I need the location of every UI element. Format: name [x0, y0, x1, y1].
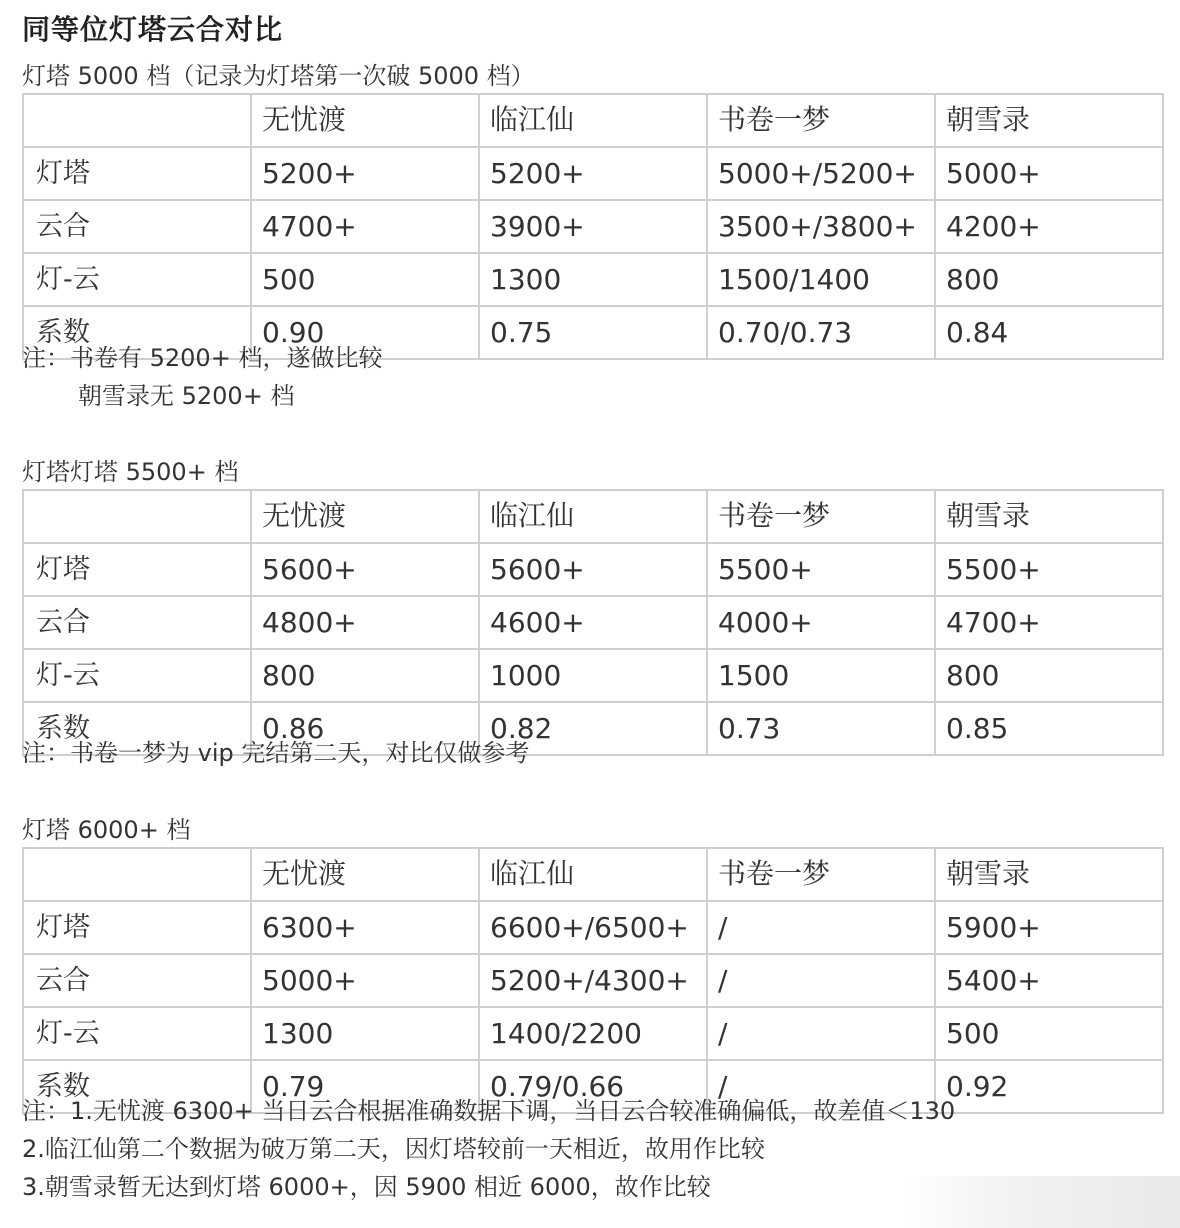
table-cell: 0.70/0.73	[707, 306, 935, 359]
table-cell: 4700+	[251, 200, 479, 253]
table-header-row	[23, 490, 1163, 543]
table-row	[23, 543, 1163, 596]
table-5500	[22, 489, 1164, 756]
table-cell: 3900+	[479, 200, 707, 253]
header-cell: 无忧渡	[251, 490, 479, 543]
table-cell: 5200+/4300+	[479, 954, 707, 1007]
table-cell: 0.75	[479, 306, 707, 359]
note: 注：书卷有 5200+ 档，遂做比较	[22, 344, 383, 372]
table-cell: 1400/2200	[479, 1007, 707, 1060]
header-cell: 无忧渡	[251, 848, 479, 901]
table-cell: 0.73	[707, 702, 935, 755]
header-cell: 朝雪录	[935, 848, 1163, 901]
table-cell: 4800+	[251, 596, 479, 649]
table-row	[23, 649, 1163, 702]
table-cell: 0.92	[935, 1060, 1163, 1113]
row-label: 云合	[23, 200, 251, 253]
table-cell: 6300+	[251, 901, 479, 954]
table-cell: 5200+	[479, 147, 707, 200]
note: 注：书卷一梦为 vip 完结第二天，对比仅做参考	[22, 739, 530, 767]
table-cell: 800	[935, 649, 1163, 702]
row-label: 灯-云	[23, 649, 251, 702]
note: 2.临江仙第二个数据为破万第二天，因灯塔较前一天相近，故用作比较	[22, 1135, 765, 1163]
table-cell: 5000+	[935, 147, 1163, 200]
table-cell: 3500+/3800+	[707, 200, 935, 253]
header-cell: 书卷一梦	[707, 490, 935, 543]
table-cell: 5000+	[251, 954, 479, 1007]
table-cell: 800	[935, 253, 1163, 306]
table-cell: 6600+/6500+	[479, 901, 707, 954]
header-cell-empty	[23, 848, 251, 901]
table-cell: 0.90	[251, 306, 479, 359]
row-label: 灯塔	[23, 901, 251, 954]
note: 3.朝雪录暂无达到灯塔 6000+，因 5900 相近 6000，故作比较	[22, 1173, 711, 1201]
table-cell: /	[707, 901, 935, 954]
table-cell: /	[707, 1060, 935, 1113]
table-cell: 0.79	[251, 1060, 479, 1113]
header-cell: 临江仙	[479, 848, 707, 901]
header-cell-empty	[23, 94, 251, 147]
table-cell: 5600+	[251, 543, 479, 596]
table-cell: 5600+	[479, 543, 707, 596]
page-title: 同等位灯塔云合对比	[22, 13, 284, 46]
section-1-title: 灯塔 5000 档（记录为灯塔第一次破 5000 档）	[22, 62, 535, 90]
header-cell: 书卷一梦	[707, 94, 935, 147]
row-label: 灯塔	[23, 543, 251, 596]
table-header-row	[23, 848, 1163, 901]
table-row	[23, 954, 1163, 1007]
table-cell: 5500+	[935, 543, 1163, 596]
table-cell: 4000+	[707, 596, 935, 649]
header-cell: 朝雪录	[935, 94, 1163, 147]
table-cell: 0.84	[935, 306, 1163, 359]
table-cell: 800	[251, 649, 479, 702]
header-cell: 书卷一梦	[707, 848, 935, 901]
header-cell: 朝雪录	[935, 490, 1163, 543]
table-row	[23, 1007, 1163, 1060]
row-label: 灯-云	[23, 253, 251, 306]
table-cell: 1300	[251, 1007, 479, 1060]
row-label: 云合	[23, 954, 251, 1007]
table-cell: 5000+/5200+	[707, 147, 935, 200]
table-cell: 1500/1400	[707, 253, 935, 306]
header-cell: 无忧渡	[251, 94, 479, 147]
table-cell: 0.85	[935, 702, 1163, 755]
table-cell: 4600+	[479, 596, 707, 649]
note: 朝雪录无 5200+ 档	[78, 382, 295, 410]
table-cell: 5200+	[251, 147, 479, 200]
header-cell: 临江仙	[479, 490, 707, 543]
table-cell: 0.79/0.66	[479, 1060, 707, 1113]
table-cell: 0.82	[479, 702, 707, 755]
table-cell: 0.86	[251, 702, 479, 755]
section-3-title: 灯塔 6000+ 档	[22, 816, 191, 844]
header-cell-empty	[23, 490, 251, 543]
bottom-fade-overlay	[900, 1176, 1180, 1228]
table-cell: 500	[935, 1007, 1163, 1060]
table-5000	[22, 93, 1164, 360]
row-label: 灯-云	[23, 1007, 251, 1060]
table-cell: /	[707, 954, 935, 1007]
table-cell: 1300	[479, 253, 707, 306]
table-cell: 1500	[707, 649, 935, 702]
table-row	[23, 147, 1163, 200]
table-row	[23, 901, 1163, 954]
section-2-title: 灯塔灯塔 5500+ 档	[22, 458, 239, 486]
table-row	[23, 200, 1163, 253]
table-cell: 5900+	[935, 901, 1163, 954]
table-cell: 500	[251, 253, 479, 306]
table-cell: 5400+	[935, 954, 1163, 1007]
table-cell: /	[707, 1007, 935, 1060]
table-header-row	[23, 94, 1163, 147]
row-label: 灯塔	[23, 147, 251, 200]
table-cell: 4700+	[935, 596, 1163, 649]
table-cell: 4200+	[935, 200, 1163, 253]
row-label: 系数	[23, 702, 251, 755]
row-label: 系数	[23, 306, 251, 359]
table-row	[23, 596, 1163, 649]
table-cell: 5500+	[707, 543, 935, 596]
note: 注：1.无忧渡 6300+ 当日云合根据准确数据下调，当日云合较准确偏低，故差值＜130	[22, 1097, 956, 1125]
header-cell: 临江仙	[479, 94, 707, 147]
table-cell: 1000	[479, 649, 707, 702]
table-row	[23, 253, 1163, 306]
table-6000	[22, 847, 1164, 1114]
row-label: 云合	[23, 596, 251, 649]
row-label: 系数	[23, 1060, 251, 1113]
